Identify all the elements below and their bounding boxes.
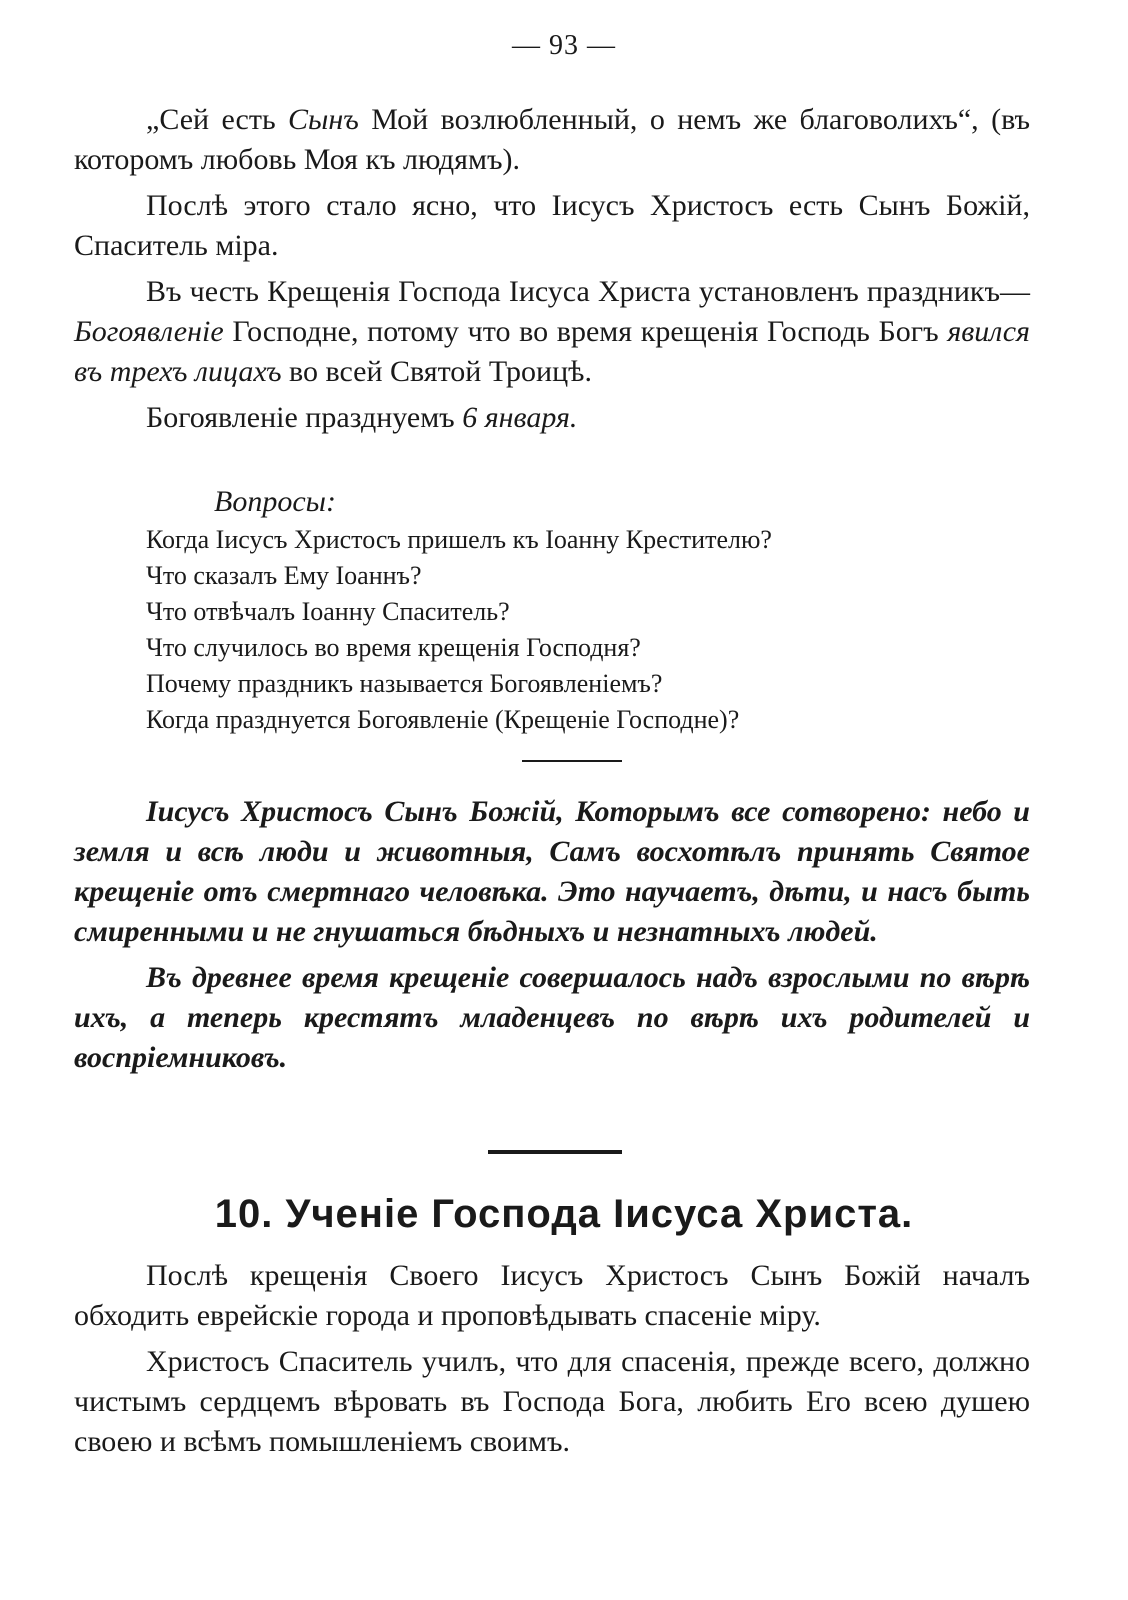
text-run: Господне, потому что во время крещенія Господь Богъ <box>223 315 948 348</box>
section-divider-rule <box>488 1150 622 1154</box>
section-teaching-text <box>74 1256 1030 1468</box>
paragraph-son-of-god: Послѣ этого стало ясно, что Іисусъ Христосъ есть Сынъ Божій, Спаситель міра. <box>74 189 1030 262</box>
emphasis-text: Сынъ <box>288 103 359 136</box>
question-item: Что отвѣчалъ Іоанну Спаситель? <box>146 597 510 626</box>
questions-title: Вопросы: <box>214 485 336 518</box>
text-run: во всей Святой Троицѣ. <box>281 355 592 388</box>
emphasis-text: 6 января. <box>462 401 578 434</box>
text-run: „Сей есть <box>146 103 289 136</box>
question-item: Что случилось во время крещенія Господня? <box>146 633 641 662</box>
section-heading: 10. Ученіе Господа Іисуса Христа. <box>214 1192 914 1236</box>
italic-summary-block <box>74 792 1030 1084</box>
page-number: — 93 — <box>512 30 616 61</box>
text-run: Мой возлюбленный, о немъ же благоволихъ“, (въ которомъ любовь Моя къ людямъ). <box>74 103 1031 176</box>
question-item: Когда Іисусъ Христосъ пришелъ къ Іоанну Крестителю? <box>146 525 772 554</box>
text-run: Въ честь Крещенія Господа Іисуса Христа установленъ праздникъ— <box>146 275 1030 308</box>
questions-list <box>146 482 966 738</box>
paragraph-humility-lesson: Іисусъ Христосъ Сынъ Божій, Которымъ все сотворено: небо и земля и всѣ люди и животныя, Самъ восхотѣлъ принять Святое крещеніе отъ смертнаго человѣка. Это научаетъ, дѣти, и насъ быть смиренными и не гнушаться бѣдныхъ и незнатныхъ людей. <box>74 795 1030 948</box>
emphasis-text: явился въ трехъ лицахъ <box>74 315 1030 388</box>
question-item: Когда празднуется Богоявленіе (Крещеніе Господне)? <box>146 705 740 734</box>
text-run: Богоявленіе празднуемъ <box>146 401 463 434</box>
paragraph-voice-from-heaven <box>74 100 1030 180</box>
divider-rule <box>522 760 622 762</box>
paragraph-epiphany-date <box>74 398 1030 438</box>
paragraph-preaching: Послѣ крещенія Своего Іисусъ Христосъ Сынъ Божій началъ обходить еврейскіе города и проповѣдывать спасеніе міру. <box>74 1259 1030 1332</box>
paragraph-ancient-baptism: Въ древнее время крещеніе совершалось надъ взрослыми по вѣрѣ ихъ, а теперь крестятъ младенцевъ по вѣрѣ ихъ родителей и воспріемниковъ. <box>74 961 1030 1074</box>
question-item: Что сказалъ Ему Іоаннъ? <box>146 561 422 590</box>
emphasis-text: Богоявленіе <box>74 315 224 348</box>
section-baptism-text <box>74 100 1030 444</box>
question-item: Почему праздникъ называется Богоявленіемъ? <box>146 669 663 698</box>
paragraph-epiphany-feast <box>74 272 1030 392</box>
paragraph-faith-love: Христосъ Спаситель училъ, что для спасенія, прежде всего, должно чистымъ сердцемъ вѣровать въ Господа Бога, любить Его всею душею своею и всѣмъ помышленіемъ своимъ. <box>74 1345 1030 1458</box>
